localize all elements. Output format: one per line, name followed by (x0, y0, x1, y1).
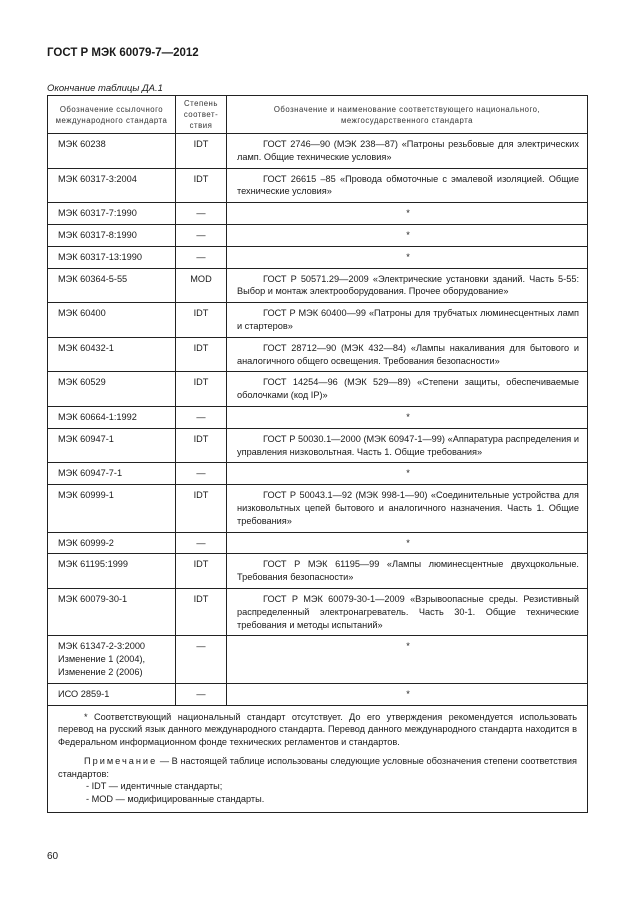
national-standard-cell: ГОСТ Р МЭК 60400—99 «Патроны для трубчатых люминесцентных ламп и стартеров» (227, 303, 588, 338)
table-row (48, 203, 588, 225)
table-row (48, 588, 588, 635)
reference-standard-cell: МЭК 60317-8:1990 (48, 224, 176, 246)
degree-cell: IDT (176, 134, 227, 169)
national-standard-cell: ГОСТ Р 50030.1—2000 (МЭК 60947-1—99) «Аппаратура распределения и управления низковольтная. Часть 1. Общие требования» (227, 428, 588, 463)
national-standard-cell: * (227, 532, 588, 554)
table-row (48, 337, 588, 372)
table-row (48, 134, 588, 169)
degree-cell: — (176, 683, 227, 705)
degree-cell: — (176, 203, 227, 225)
degree-cell: IDT (176, 588, 227, 635)
degree-cell: — (176, 406, 227, 428)
document-header: ГОСТ Р МЭК 60079-7—2012 (47, 47, 199, 59)
reference-standard-cell: МЭК 60999-2 (48, 532, 176, 554)
national-standard-cell: * (227, 683, 588, 705)
degree-cell: MOD (176, 268, 227, 303)
degree-cell: — (176, 636, 227, 683)
reference-standard-cell: МЭК 60400 (48, 303, 176, 338)
national-standard-cell: ГОСТ Р 50043.1—92 (МЭК 998-1—90) «Соединительные устройства для низковольтных цепей бытового и аналогичного назначения. Часть 1. Общие требования» (227, 485, 588, 532)
national-standard-cell: * (227, 463, 588, 485)
national-standard-cell: * (227, 246, 588, 268)
degree-cell: — (176, 463, 227, 485)
degree-cell: IDT (176, 372, 227, 407)
national-standard-cell: ГОСТ 28712—90 (МЭК 432—84) «Лампы накаливания для бытового и аналогичного общего освещения. Требования безопасности» (227, 337, 588, 372)
note-label: Примечание (84, 756, 158, 767)
page-number: 60 (47, 851, 59, 862)
national-standard-cell: ГОСТ 14254—96 (МЭК 529—89) «Степени защиты, обеспечиваемые оболочками (код IP)» (227, 372, 588, 407)
table-row (48, 428, 588, 463)
reference-standard-cell: МЭК 60238 (48, 134, 176, 169)
national-standard-cell: ГОСТ Р 50571.29—2009 «Электрические установки зданий. Часть 5-55: Выбор и монтаж электрооборудования. Прочее оборудование» (227, 268, 588, 303)
table-row (48, 303, 588, 338)
reference-standard-cell: МЭК 60529 (48, 372, 176, 407)
table-row (48, 463, 588, 485)
footnote-cell (48, 705, 588, 812)
table-row (48, 485, 588, 532)
national-standard-cell: ГОСТ 26615 –85 «Провода обмоточные с эмалевой изоляцией. Общие технические условия» (227, 168, 588, 203)
col-header-reference: Обозначение ссылочного международного стандарта (48, 96, 176, 134)
note-item-mod: - MOD — модифицированные стандарты. (86, 794, 265, 805)
reference-standard-cell: МЭК 60947-1 (48, 428, 176, 463)
table-header-row (48, 96, 588, 134)
degree-cell: IDT (176, 337, 227, 372)
table-row (48, 554, 588, 589)
national-standard-cell: ГОСТ Р МЭК 60079-30-1—2009 «Взрывоопасные среды. Резистивный распределенный электронагреватель. Часть 30-1. Общие технические требования и методы испытаний» (227, 588, 588, 635)
table-caption: Окончание таблицы ДА.1 (47, 83, 163, 94)
footnote-row (48, 705, 588, 812)
degree-cell: IDT (176, 168, 227, 203)
degree-cell: IDT (176, 485, 227, 532)
table-row (48, 406, 588, 428)
reference-standard-cell: МЭК 61347-2-3:2000 Изменение 1 (2004), Изменение 2 (2006) (48, 636, 176, 683)
table-row (48, 532, 588, 554)
table-row (48, 246, 588, 268)
note-item-idt: - IDT — идентичные стандарты; (86, 781, 223, 792)
note-paragraph (58, 755, 577, 780)
reference-standard-cell: МЭК 61195:1999 (48, 554, 176, 589)
national-standard-cell: * (227, 406, 588, 428)
reference-standard-cell: МЭК 60664-1:1992 (48, 406, 176, 428)
national-standard-cell: ГОСТ 2746—90 (МЭК 238—87) «Патроны резьбовые для электрических ламп. Общие технические условия» (227, 134, 588, 169)
correspondence-table (47, 95, 588, 813)
table-row (48, 168, 588, 203)
national-standard-cell: * (227, 636, 588, 683)
national-standard-cell: * (227, 203, 588, 225)
degree-cell: IDT (176, 303, 227, 338)
reference-standard-cell: МЭК 60947-7-1 (48, 463, 176, 485)
table-row (48, 268, 588, 303)
footnote-star-text: * Соответствующий национальный стандарт отсутствует. До его утверждения рекомендуется использовать перевод на русский язык данного международного стандарта. Перевод данного международного стандарта находится в Федеральном информационном фонде технических регламентов и стандартов. (58, 711, 577, 747)
reference-standard-cell: ИСО 2859-1 (48, 683, 176, 705)
reference-standard-cell: МЭК 60364-5-55 (48, 268, 176, 303)
reference-standard-cell: МЭК 60999-1 (48, 485, 176, 532)
table-row (48, 636, 588, 683)
reference-standard-cell: МЭК 60079-30-1 (48, 588, 176, 635)
reference-standard-cell: МЭК 60317-13:1990 (48, 246, 176, 268)
national-standard-cell: ГОСТ Р МЭК 61195—99 «Лампы люминесцентные двухцокольные. Требования безопасности» (227, 554, 588, 589)
table-row (48, 372, 588, 407)
table-body (48, 134, 588, 706)
reference-standard-cell: МЭК 60317-3:2004 (48, 168, 176, 203)
degree-cell: — (176, 532, 227, 554)
degree-cell: — (176, 246, 227, 268)
reference-standard-cell: МЭК 60432-1 (48, 337, 176, 372)
table-row (48, 683, 588, 705)
reference-standard-cell: МЭК 60317-7:1990 (48, 203, 176, 225)
note-text: — В настоящей таблице использованы следующие условные обозначения степени соответствия стандартов: (58, 756, 577, 779)
col-header-national: Обозначение и наименование соответствующего национального, межгосударственного стандарта (227, 96, 588, 134)
degree-cell: — (176, 224, 227, 246)
national-standard-cell: * (227, 224, 588, 246)
col-header-degree: Степень соответ- ствия (176, 96, 227, 134)
degree-cell: IDT (176, 428, 227, 463)
degree-cell: IDT (176, 554, 227, 589)
table-row (48, 224, 588, 246)
